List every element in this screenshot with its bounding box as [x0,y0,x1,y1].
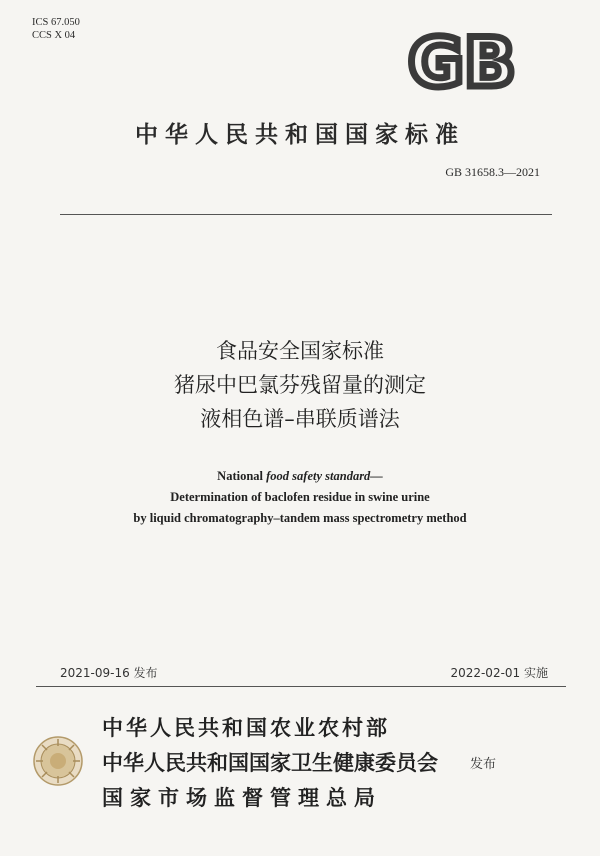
issuer-2: 中华人民共和国国家卫生健康委员会 [102,751,438,775]
issue-date: 2021-09-16 发布 [60,666,158,680]
issuer-1: 中华人民共和国农业农村部 [102,716,390,740]
standard-number: GB 31658.3—2021 [445,165,540,179]
ccs-code: CCS X 04 [32,30,76,41]
chinese-title-line-2: 猪尿中巴氯芬残留量的测定 [174,373,426,397]
english-title-line-3: by liquid chromatography–tandem mass spectrometry method [133,511,467,525]
issuing-authorities [102,711,438,816]
gb-logo-text: GB [408,28,516,94]
ics-code: ICS 67.050 [32,17,80,28]
chinese-title-line-1: 食品安全国家标准 [216,339,384,363]
divider-top [60,214,552,215]
english-title-line-1-italic: food safety standard— [266,469,383,483]
english-title-line-1-plain: National [217,469,267,483]
chinese-title [0,334,600,436]
classification-codes [32,16,80,42]
implementation-date: 2022-02-01 实施 [450,666,548,680]
english-title-line-1 [0,466,600,487]
english-title [0,466,600,529]
english-title-line-2: Determination of baclofen residue in swine urine [170,490,430,504]
divider-bottom [36,686,566,687]
publish-label: 发布 [470,757,497,772]
issuer-3: 国家市场监督管理总局 [102,786,382,810]
gb-logo [400,28,524,94]
chinese-title-line-3: 液相色谱–串联质谱法 [200,407,400,431]
standard-type: 中华人民共和国国家标准 [135,122,465,148]
national-emblem-seal [32,735,84,787]
